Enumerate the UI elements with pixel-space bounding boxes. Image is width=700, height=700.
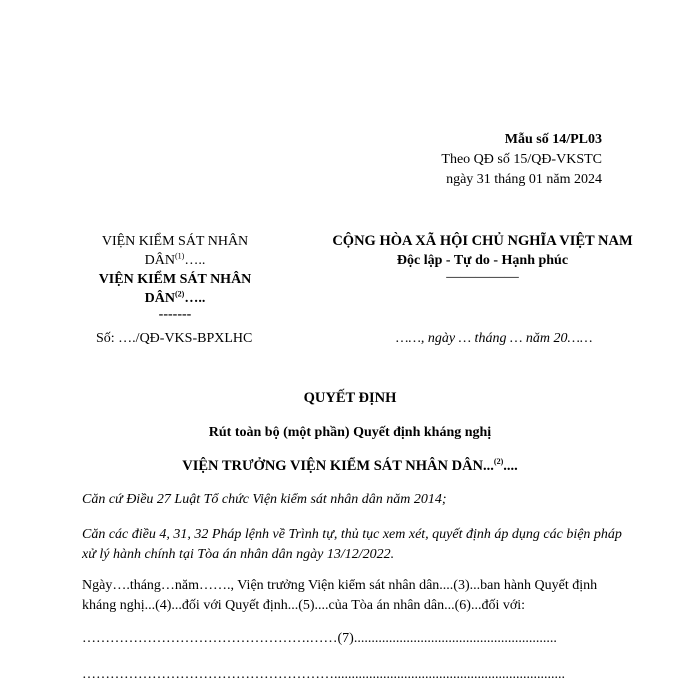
issuing-agency-name: VIỆN KIỂM SÁT NHÂN DÂN$^{(2)}$…..: [98, 272, 252, 306]
form-basis-line1: Theo QĐ số 15/QĐ-VKSTC: [441, 152, 602, 167]
legal-basis-1: Căn cứ Điều 27 Luật Tổ chức Viện kiểm sát nhân dân năm 2014;: [82, 492, 447, 507]
authority-note: (2): [493, 457, 504, 467]
nation-motto: Độc lập - Tự do - Hạnh phúc: [396, 253, 569, 268]
form-basis-line2: ngày 31 tháng 01 năm 2024: [446, 172, 602, 187]
agency-block: [80, 232, 270, 322]
document-subject: Rút toàn bộ (một phần) Quyết định kháng nghị: [208, 425, 492, 440]
parent-agency-name: VIỆN KIỂM SÁT NHÂN DÂN$^{(1)}$…..: [101, 234, 249, 268]
nation-name: CỘNG HÒA XÃ HỘI CHỦ NGHĨA VIỆT NAM: [332, 233, 633, 249]
form-code-block: [441, 130, 602, 190]
nation-separator: —————: [446, 269, 519, 285]
document-title: QUYẾT ĐỊNH: [303, 390, 397, 406]
body-paragraph: Ngày….tháng…năm……., Viện trưởng Viện kiểm sát nhân dân....(3)...ban hành Quyết định kháng nghị...(4)...đối với Quyết định...(5)....của Tòa án nhân dân...(6)...đối với:: [82, 578, 598, 613]
legal-basis-2: Căn các điều 4, 31, 32 Pháp lệnh về Trình tự, thủ tục xem xét, quyết định áp dụng các biện pháp xử lý hành chính tại Tòa án nhân dân ngày 13/12/2022.: [82, 527, 622, 562]
national-header: [280, 232, 685, 284]
fill-line-2: ………………………………………………..................................................................: [82, 667, 565, 682]
issuing-agency-note: (2): [175, 289, 185, 299]
fill-line-1: ………………………………………….……(7)..........................................................: [82, 631, 557, 646]
agency-separator: -------: [158, 307, 192, 322]
parent-agency-note: (1): [175, 251, 185, 261]
place-date: ……, ngày … tháng … năm 20……: [396, 331, 593, 346]
document-authority: VIỆN TRƯỞNG VIỆN KIỂM SÁT NHÂN DÂN...$^{(2)}$....: [182, 457, 518, 474]
document-number: Số: …./QĐ-VKS-BPXLHC: [96, 331, 253, 346]
form-code: Mẫu số 14/PL03: [504, 132, 602, 147]
